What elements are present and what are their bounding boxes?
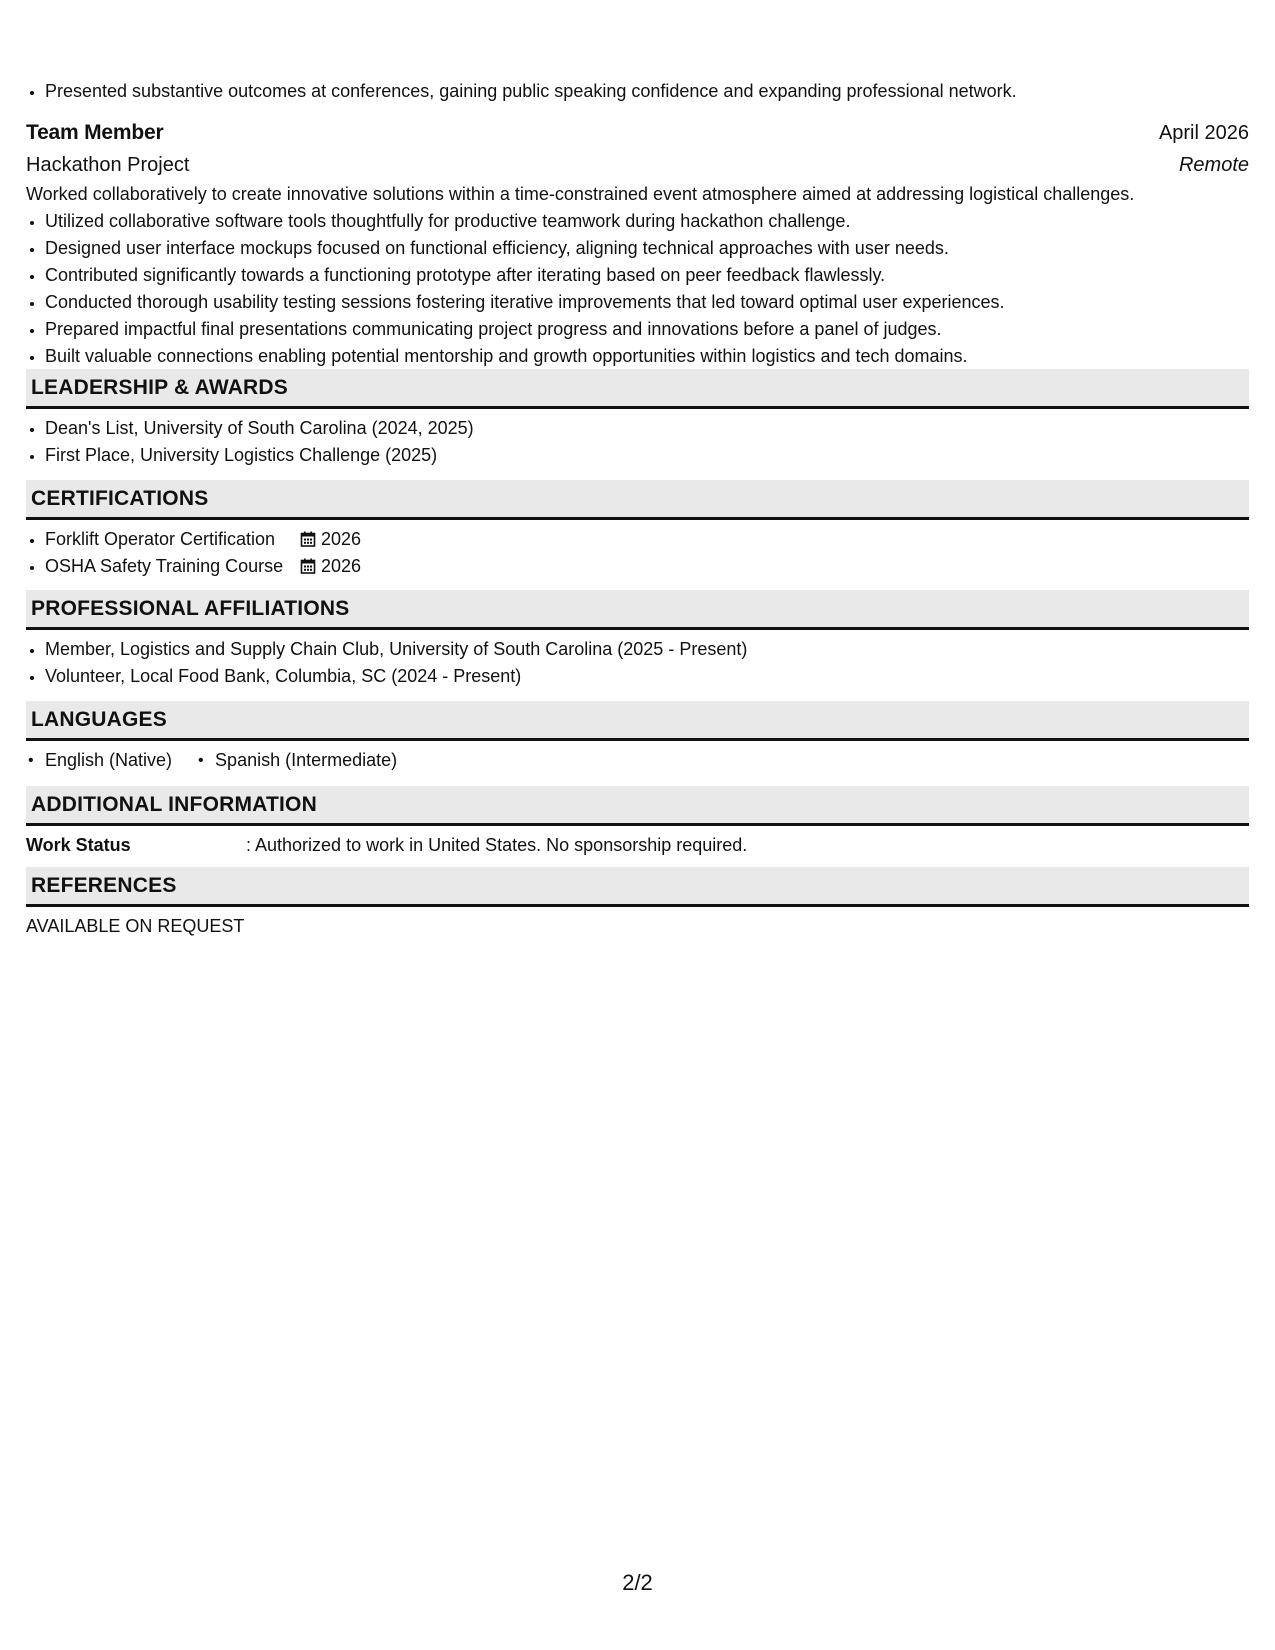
job-organization: Hackathon Project <box>26 154 190 176</box>
list-item: • English (Native) <box>26 747 172 774</box>
section-header <box>26 480 1249 520</box>
section-title: ADDITIONAL INFORMATION <box>31 792 317 816</box>
list-item <box>45 526 1249 553</box>
section-title: LANGUAGES <box>31 707 167 731</box>
calendar-icon <box>300 558 316 574</box>
list-item: • Dean's List, University of South Carolina (2024, 2025) <box>45 415 1249 442</box>
list-item: • Conducted thorough usability testing sessions fostering iterative improvements that led toward optimal user experiences. <box>45 289 1249 316</box>
previous-job-bullets <box>26 78 1268 105</box>
job-date: April 2026 <box>1158 122 1249 144</box>
leadership-list <box>26 409 1249 469</box>
section-header <box>26 867 1249 907</box>
affiliations-section <box>26 590 1249 690</box>
section-header <box>26 590 1249 630</box>
page-number: 2/2 <box>622 1570 653 1595</box>
section-header <box>26 701 1249 741</box>
list-item: • Member, Logistics and Supply Chain Club, University of South Carolina (2025 - Present) <box>45 636 1249 663</box>
languages-list <box>26 741 1249 774</box>
languages-section <box>26 701 1249 774</box>
job-title: Team Member <box>26 121 164 144</box>
list-item: • Volunteer, Local Food Bank, Columbia, SC (2024 - Present) <box>45 663 1249 690</box>
references-section <box>26 867 1249 940</box>
section-title: PROFESSIONAL AFFILIATIONS <box>31 596 350 620</box>
list-item: • Contributed significantly towards a functioning prototype after iterating based on peer feedback flawlessly. <box>45 262 1249 289</box>
certification-name: Forklift Operator Certification <box>45 529 276 549</box>
list-item <box>45 553 1249 580</box>
job-entry <box>26 117 1249 370</box>
certification-year: 2026 <box>321 556 362 576</box>
affiliations-list <box>26 630 1249 690</box>
work-status-row <box>26 826 1249 859</box>
work-status-value: : Authorized to work in United States. No sponsorship required. <box>246 835 748 855</box>
job-description: Worked collaboratively to create innovative solutions within a time-constrained event atmosphere aimed at addressing logistical challenges. <box>26 184 1135 204</box>
job-bullets <box>26 208 1249 370</box>
references-text: AVAILABLE ON REQUEST <box>26 916 245 936</box>
job-location: Remote <box>1178 154 1249 176</box>
list-item: • Prepared impactful final presentations communicating project progress and innovations before a panel of judges. <box>45 316 1249 343</box>
section-title: CERTIFICATIONS <box>31 486 209 510</box>
section-title: REFERENCES <box>31 873 177 897</box>
certification-name: OSHA Safety Training Course <box>45 556 284 576</box>
list-item: • Presented substantive outcomes at conferences, gaining public speaking confidence and expanding professional network. <box>45 78 1268 105</box>
section-title: LEADERSHIP & AWARDS <box>31 375 288 399</box>
list-item: • Designed user interface mockups focused on functional efficiency, aligning technical approaches with user needs. <box>45 235 1249 262</box>
certifications-section <box>26 480 1249 580</box>
certification-year: 2026 <box>321 529 362 549</box>
certifications-list <box>26 520 1249 580</box>
work-status-label: Work Status <box>26 835 131 855</box>
list-item: • First Place, University Logistics Challenge (2025) <box>45 442 1249 469</box>
calendar-icon <box>300 531 316 547</box>
additional-info-section <box>26 786 1249 859</box>
list-item: • Spanish (Intermediate) <box>196 747 397 774</box>
leadership-section <box>26 369 1249 469</box>
section-header <box>26 369 1249 409</box>
list-item: • Built valuable connections enabling potential mentorship and growth opportunities within logistics and tech domains. <box>45 343 1249 370</box>
section-header <box>26 786 1249 826</box>
list-item: • Utilized collaborative software tools thoughtfully for productive teamwork during hackathon challenge. <box>45 208 1249 235</box>
